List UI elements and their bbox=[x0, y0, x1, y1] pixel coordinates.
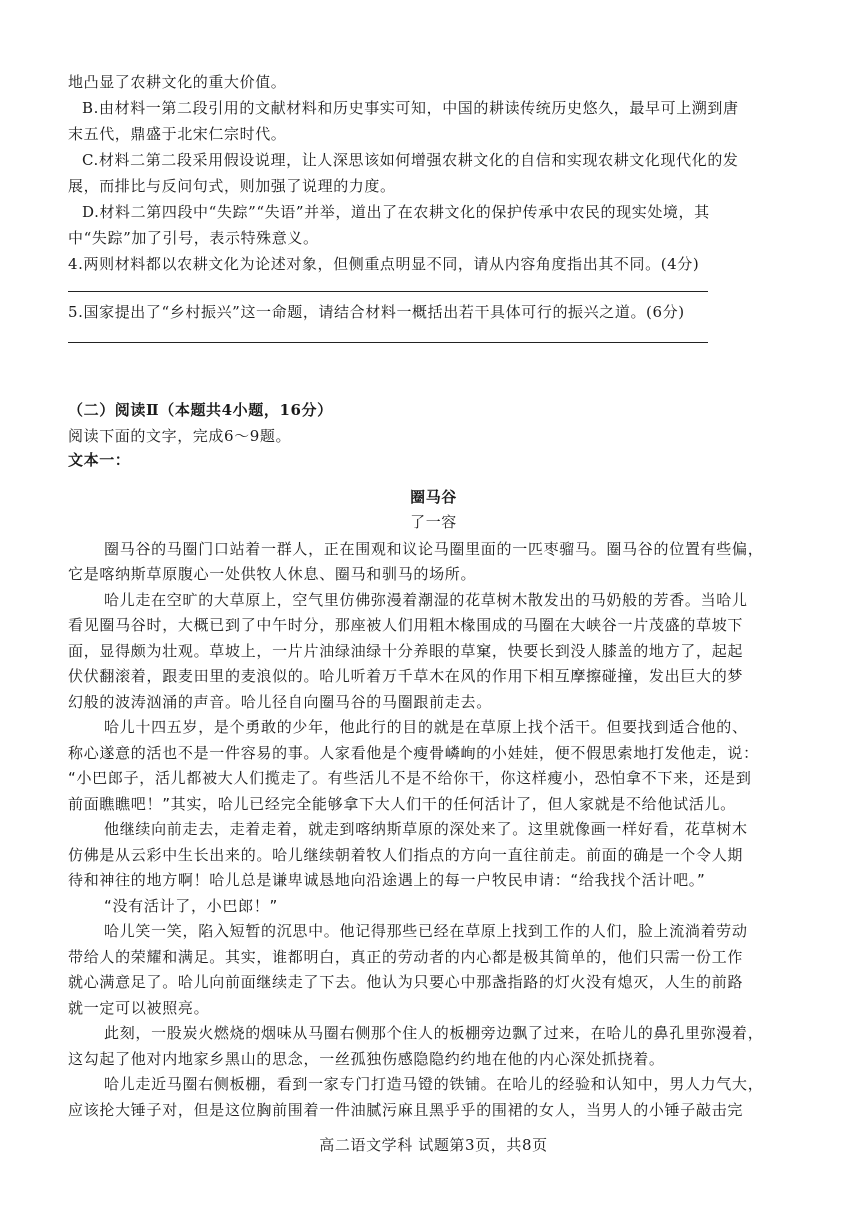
answer-line-q5 bbox=[68, 342, 708, 343]
option-b-line: B.由材料一第二段引用的文献材料和历史事实可知，中国的耕读传统历史悠久，最早可上溯到唐 bbox=[82, 99, 739, 117]
story-line: 看见圈马谷时，大概已到了中午时分，那座被人们用粗木椽围成的马圈在大峡谷一片茂盛的草坡下 bbox=[68, 616, 744, 634]
story-line: 前面瞧瞧吧！”其实，哈儿已经完全能够拿下大人们干的任何活计了，但人家就是不给他试活儿。 bbox=[68, 795, 736, 813]
story-line: 幻般的波涛汹涌的声音。哈儿径自向圈马谷的马圈跟前走去。 bbox=[68, 693, 492, 711]
section-instruction: 阅读下面的文字，完成6～9题。 bbox=[68, 427, 292, 445]
story-line: 待和神往的地方啊！哈儿总是谦卑诚恳地向沿途遇上的每一户牧民申请：“给我找个活计吧。” bbox=[68, 871, 706, 889]
story-line: 哈儿走在空旷的大草原上，空气里仿佛弥漫着潮湿的花草树木散发出的马奶般的芳香。当哈儿 bbox=[104, 591, 748, 609]
story-line: 哈儿走近马圈右侧板棚，看到一家专门打造马镫的铁铺。在哈儿的经验和认知中，男人力气大， bbox=[104, 1075, 764, 1093]
story-line: 哈儿笑一笑，陷入短暂的沉思中。他记得那些已经在草原上找到工作的人们，脸上流淌着劳动 bbox=[104, 922, 748, 940]
text-label: 文本一： bbox=[68, 451, 131, 469]
story-line: 伏伏翻滚着，跟麦田里的麦浪似的。哈儿听着万千草木在风的作用下相互摩擦碰撞，发出巨大的梦 bbox=[68, 667, 744, 685]
story-line: 此刻，一股炭火燃烧的烟味从马圈右侧那个住人的板棚旁边飘了过来，在哈儿的鼻孔里弥漫着， bbox=[104, 1024, 764, 1042]
story-line: 它是喀纳斯草原腹心一处供牧人休息、圈马和驯马的场所。 bbox=[68, 565, 477, 583]
story-line: 他继续向前走去，走着走着，就走到喀纳斯草原的深处来了。这里就像画一样好看，花草树木 bbox=[104, 820, 748, 838]
story-line: 面，显得颇为壮观。草坡上，一片片油绿油绿十分养眼的草窠，快要长到没人膝盖的地方了，起起 bbox=[68, 642, 744, 660]
question-text-line: 地凸显了农耕文化的重大价值。 bbox=[68, 73, 287, 91]
story-line: 哈儿十四五岁，是个勇敢的少年，他此行的目的就是在草原上找个活干。但要找到适合他的、 bbox=[104, 718, 748, 736]
story-title: 圈马谷 bbox=[410, 488, 457, 506]
story-line: 圈马谷的马圈门口站着一群人，正在围观和议论马圈里面的一匹枣骝马。圈马谷的位置有些偏， bbox=[104, 540, 764, 558]
story-line: 带给人的荣耀和满足。其实，谁都明白，真正的劳动者的内心都是极其简单的，他们只需一份工作 bbox=[68, 948, 744, 966]
question-5: 5.国家提出了“乡村振兴”这一命题，请结合材料一概括出若干具体可行的振兴之道。(6分) bbox=[68, 303, 685, 321]
option-b-line: 末五代，鼎盛于北宋仁宗时代。 bbox=[68, 125, 287, 143]
story-line: “小巴郎子，活儿都被大人们揽走了。有些活儿不是不给你干，你这样瘦小，恐怕拿不下来，还是到 bbox=[68, 769, 752, 787]
story-author: 了一容 bbox=[410, 513, 457, 531]
story-line: 应该抡大锤子对，但是这位胸前围着一件油腻污麻且黑乎乎的围裙的女人，当男人的小锤子敲击完 bbox=[68, 1101, 744, 1119]
story-line: 就心满意足了。哈儿向前面继续走了下去。他认为只要心中那盏指路的灯火没有熄灭，人生的前路 bbox=[68, 973, 744, 991]
story-line: 称心遂意的活也不是一件容易的事。人家看他是个瘦骨嶙峋的小娃娃，便不假思索地打发他走，说： bbox=[68, 744, 759, 762]
answer-line-q4 bbox=[68, 291, 708, 292]
section-heading: （二）阅读Ⅱ（本题共4小题，16分） bbox=[68, 401, 333, 419]
story-line: 这勾起了他对内地家乡黑山的思念，一丝孤独伤感隐隐约约地在他的内心深处抓挠着。 bbox=[68, 1050, 665, 1068]
option-d-line: D.材料二第四段中“失踪”“失语”并举，道出了在农耕文化的保护传承中农民的现实处境，其 bbox=[82, 203, 710, 221]
story-line: “没有活计了，小巴郎！” bbox=[104, 897, 278, 915]
story-line: 仿佛是从云彩中生长出来的。哈儿继续朝着牧人们指点的方向一直往前走。前面的确是一个令人期 bbox=[68, 846, 744, 864]
question-4: 4.两则材料都以农耕文化为论述对象，但侧重点明显不同，请从内容角度指出其不同。(4分) bbox=[68, 255, 700, 273]
option-d-line: 中“失踪”加了引号，表示特殊意义。 bbox=[68, 229, 319, 247]
story-line: 就一定可以被照亮。 bbox=[68, 999, 210, 1017]
option-c-line: 展，而排比与反问句式，则加强了说理的力度。 bbox=[68, 177, 396, 195]
option-c-line: C.材料二第二段采用假设说理，让人深思该如何增强农耕文化的自信和实现农耕文化现代化的发 bbox=[82, 151, 739, 169]
page-footer: 高二语文学科 试题第3页，共8页 bbox=[319, 1136, 548, 1154]
